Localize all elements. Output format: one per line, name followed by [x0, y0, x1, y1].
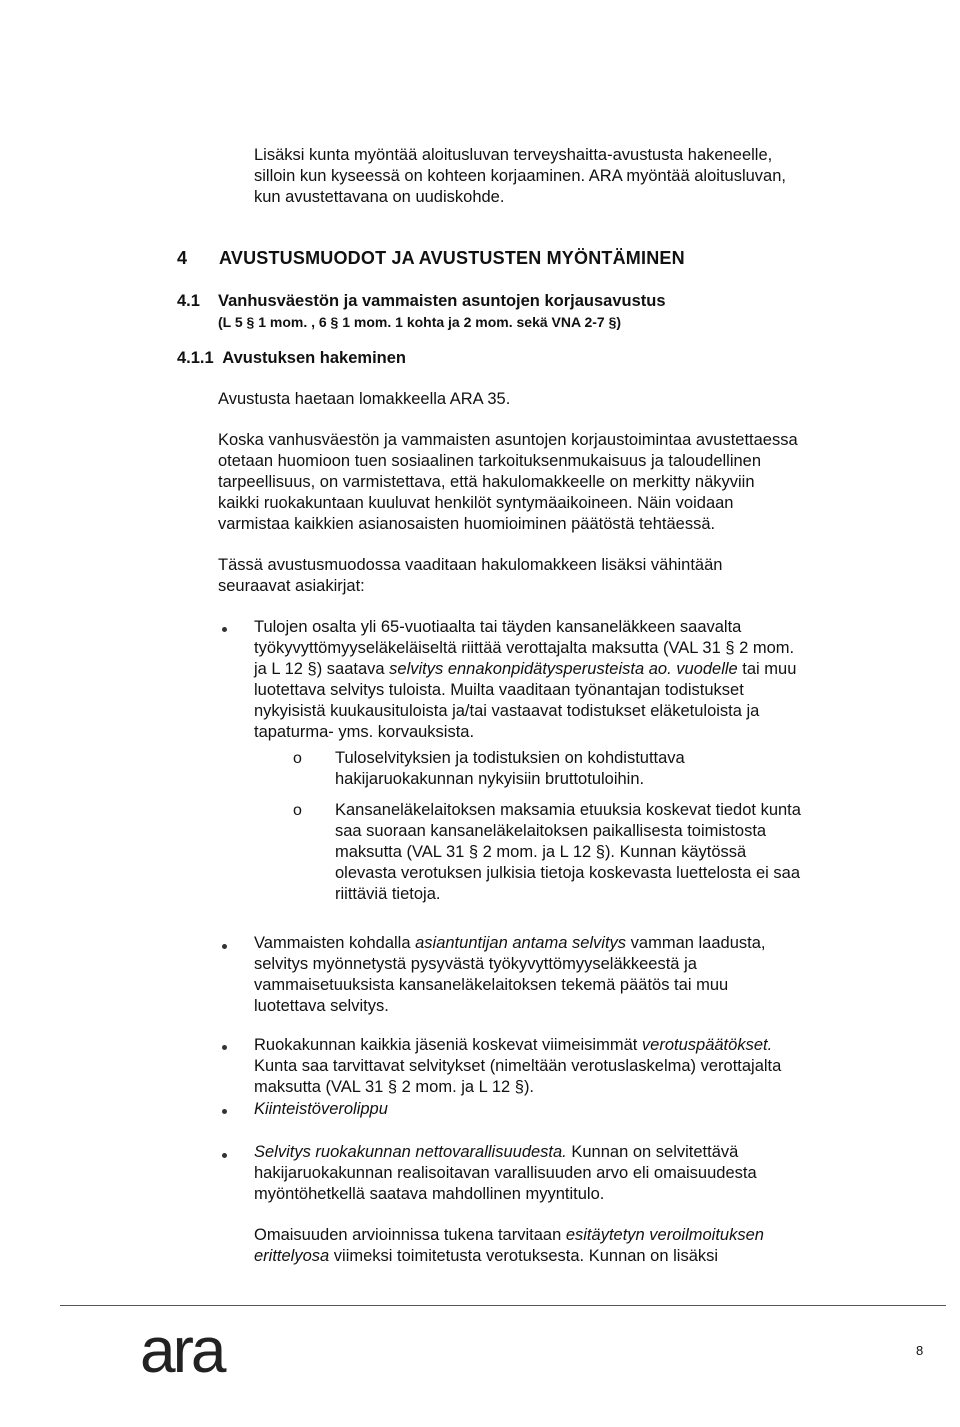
section-4-title: AVUSTUSMUODOT JA AVUSTUSTEN MYÖNTÄMINEN [219, 248, 685, 268]
page-number: 8 [916, 1343, 924, 1358]
footer-divider [60, 1305, 946, 1306]
bullet-2-emphasis: asiantuntijan antama selvitys [415, 934, 627, 952]
sub-bullet-1-line: Tuloselvityksien ja todistuksien on kohdistuttava [335, 749, 685, 767]
body-paragraph-1: Avustusta haetaan lomakkeella ARA 35. [218, 390, 511, 408]
body-paragraph-2 [218, 430, 798, 535]
closing-paragraph [254, 1225, 764, 1267]
bullet-dot-icon [222, 1153, 227, 1158]
section-4-1-title-line1: Vanhusväestön ja vammaisten asuntojen korjausavustus [218, 292, 666, 310]
bullet-1 [254, 617, 796, 743]
bullet-5-emphasis: Selvitys ruokakunnan nettovarallisuudesta. [254, 1143, 567, 1161]
section-4-1-1-heading [177, 348, 406, 369]
closing-line: erittelyosa viimeksi toimitetusta verotuksesta. Kunnan on lisäksi [254, 1247, 719, 1265]
bullet-2-line: vammaisetuuksista kansaneläkelaitoksen tekemä päätös tai muu [254, 976, 729, 994]
bullet-1-line: työkyvyttömyyseläkeläiseltä riittää verottajalta maksutta (VAL 31 § 2 mom. [254, 639, 795, 657]
bullet-5 [254, 1142, 757, 1205]
bullet-4 [254, 1099, 388, 1120]
bullet-1-emphasis: selvitys ennakonpidätysperusteista ao. vuodelle [389, 660, 738, 678]
sub-bullet-1-line: hakijaruokakunnan nykyisiin bruttotuloihin. [335, 770, 645, 788]
sub-bullet-marker: o [293, 750, 302, 767]
sub-bullet-marker: o [293, 802, 302, 819]
bullet-5-line: hakijaruokakunnan realisoitavan varallisuuden arvo eli omaisuudesta [254, 1164, 757, 1182]
bullet-1-line: luotettava selvitys tuloista. Muilta vaaditaan työnantajan todistukset [254, 681, 744, 699]
body-p2-line: kaikki ruokakuntaan kuuluvat henkilöt syntymäaikoineen. Näin voidaan [218, 494, 734, 512]
section-4-1-title-line2: (L 5 § 1 mom. , 6 § 1 mom. 1 kohta ja 2 mom. sekä VNA 2-7 §) [218, 314, 622, 330]
bullet-1-line: tapaturma- yms. korvauksista. [254, 723, 475, 741]
sub-bullet-2-line: olevasta verotuksen julkisia tietoja koskevasta luettelosta ei saa [335, 864, 801, 882]
bullet-1-line: Tulojen osalta yli 65-vuotiaalta tai täyden kansaneläkkeen saavalta [254, 618, 742, 636]
bullet-5-line: Selvitys ruokakunnan nettovarallisuudesta. Kunnan on selvitettävä [254, 1143, 739, 1161]
closing-line: Omaisuuden arvioinnissa tukena tarvitaan esitäytetyn veroilmoituksen [254, 1226, 764, 1244]
bullet-dot-icon [222, 627, 227, 632]
body-p3-line: seuraavat asiakirjat: [218, 577, 365, 595]
section-4-number: 4 [177, 248, 188, 268]
bullet-3-line: Ruokakunnan kaikkia jäseniä koskevat viimeisimmät verotuspäätökset. [254, 1036, 773, 1054]
bullet-2-line: selvitys myönnetystä pysyvästä työkyvyttömyyseläkkeestä ja [254, 955, 697, 973]
sub-bullet-2-line: saa suoraan kansaneläkelaitoksen paikallisesta toimistosta [335, 822, 767, 840]
section-4-1-1-number: 4.1.1 [177, 349, 214, 367]
intro-paragraph [254, 145, 786, 208]
bullet-2-line: luotettava selvitys. [254, 997, 389, 1015]
closing-emphasis: esitäytetyn veroilmoituksen [565, 1226, 764, 1244]
closing-emphasis: erittelyosa [254, 1247, 330, 1265]
bullet-1-line: ja L 12 §) saatava selvitys ennakonpidätysperusteista ao. vuodelle tai muu [254, 660, 797, 678]
sub-bullet-2-line: maksutta (VAL 31 § 2 mom. ja L 12 §). Kunnan käytössä [335, 843, 747, 861]
bullet-1-line: nykyisistä kuukausituloista ja/tai vastaavat todistukset eläketuloista ja [254, 702, 760, 720]
bullet-2-line: Vammaisten kohdalla asiantuntijan antama selvitys vamman laadusta, [254, 934, 766, 952]
intro-line: kun avustettavana on uudiskohde. [254, 188, 505, 206]
bullet-dot-icon [222, 1109, 227, 1114]
section-4-1-heading [177, 291, 200, 312]
bullet-3 [254, 1035, 781, 1098]
sub-bullet-1 [335, 748, 685, 790]
body-p2-line: otetaan huomioon tuen sosiaalinen tarkoituksenmukaisuus ja taloudellinen [218, 452, 762, 470]
ara-logo: ara [140, 1314, 224, 1386]
body-paragraph-3 [218, 555, 722, 597]
bullet-5-line: myöntöhetkellä saatava mahdollinen myyntitulo. [254, 1185, 605, 1203]
bullet-3-line: maksutta (VAL 31 § 2 mom. ja L 12 §). [254, 1078, 535, 1096]
sub-bullet-2-line: Kansaneläkelaitoksen maksamia etuuksia koskevat tiedot kunta [335, 801, 801, 819]
bullet-3-line: Kunta saa tarvittavat selvitykset (nimeltään verotuslaskelma) verottajalta [254, 1057, 782, 1075]
body-p3-line: Tässä avustusmuodossa vaaditaan hakulomakkeen lisäksi vähintään [218, 556, 723, 574]
bullet-2 [254, 933, 765, 1017]
bullet-4-emphasis: Kiinteistöverolippu [254, 1100, 388, 1118]
bullet-dot-icon [222, 1045, 227, 1050]
section-4-heading [177, 248, 685, 269]
intro-line: Lisäksi kunta myöntää aloitusluvan terveyshaitta-avustusta hakeneelle, [254, 146, 773, 164]
bullet-dot-icon [222, 944, 227, 949]
body-p2-line: tarpeellisuus, on varmistettava, että hakulomakkeelle on merkitty näkyviin [218, 473, 755, 491]
section-4-1-1-title: Avustuksen hakeminen [222, 349, 406, 367]
sub-bullet-2 [335, 800, 801, 905]
section-4-1-title [218, 291, 666, 333]
body-p2-line: Koska vanhusväestön ja vammaisten asuntojen korjaustoimintaa avustettaessa [218, 431, 798, 449]
bullet-3-emphasis: verotuspäätökset. [641, 1036, 773, 1054]
sub-bullet-2-line: riittäviä tietoja. [335, 885, 441, 903]
intro-line: silloin kun kyseessä on kohteen korjaaminen. ARA myöntää aloitusluvan, [254, 167, 786, 185]
body-p2-line: varmistaa kaikkien asianosaisten huomioiminen päätöstä tehtäessä. [218, 515, 716, 533]
section-4-1-number: 4.1 [177, 292, 200, 310]
